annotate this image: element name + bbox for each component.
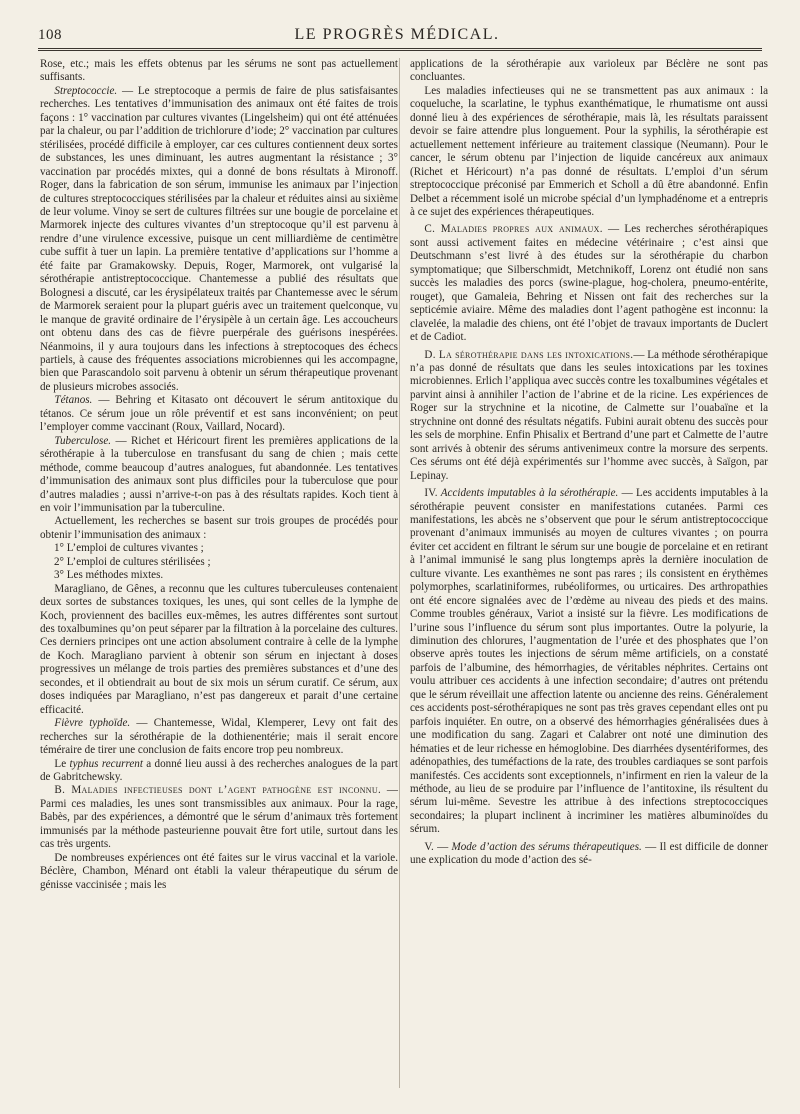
paragraph-text: applications de la sérothérapie aux varioleux par Béclère ne sont pas concluantes. xyxy=(410,58,768,84)
page-header xyxy=(38,22,762,51)
paragraph-text: — Le streptocoque a permis de faire de plus satisfaisantes recherches. Les tentatives d’immunisation des animaux ont été faites de trois façons : 1° vaccination par cultures vivantes (Lingelsheim) qui ont été atténuées par la chaleur, ou par l’addition de trichlorure d’iode; 2° vaccination par cultures stérilisées, procédé difficile à employer, car ces cultures contiennent deux sortes de substances, les unes diminuant, les autres augmentant la résistance ; 3° vaccination par procédés mixtes, qui a donné de bons résultats à Mironoff. Roger, dans la fabrication de son sérum, immunise les animaux par l’injection de cultures streptococciques stérilisées par la chaleur et réduites ainsi au sixième de leur volume. Vinoy se sert de cultures filtrées sur une bougie de porcelaine et Marmorek injecte des cultures vivantes d’un streptocoque qu’il est parvenu à rendre d’une virulence excessive, puisque un cent milliardième de centimètre cube suffit à tuer un lapin. La première tentative d’applications sur l’homme a été faite par Gramakowsky. Depuis, Roger, Marmorek, ont vulgarisé la sérothérapie antistreptococcique. Chantemesse a publié des résultats que Bolognesi a discuté, car les érysipélateux traités par Chantemesse avec le sérum de Marmorek seraient pour la plupart guéris avec un traitement quelconque, vu le manque de gravité ordinaire de l’érysipèle à un certain âge. Les accoucheurs ont obtenu dans des cas de fièvre puerpérale des guérisons inespérées. Néanmoins, il y aura toujours dans les infections à streptocoques des échecs partiels, à cause des fréquentes associations microbiennes qui les accompagne, bien que Parascandolo soit parvenu à obtenir un sérum thérapeutique provenant de plusieurs microbes associés. xyxy=(40,84,398,393)
italic-heading: typhus recurrent xyxy=(69,757,143,770)
left-column xyxy=(40,58,398,892)
paragraph xyxy=(40,852,398,892)
paragraph xyxy=(40,556,398,569)
paragraph-text: a donné lieu aussi à des recherches analogues de la part de Gabritchewsky. xyxy=(40,757,398,784)
paragraph xyxy=(40,569,398,582)
paragraph xyxy=(410,223,768,344)
italic-heading: Streptococcie. xyxy=(54,84,118,97)
paragraph xyxy=(40,542,398,555)
paragraph xyxy=(40,435,398,516)
paragraph-text: 2° L’emploi de cultures stérilisées ; xyxy=(54,555,211,568)
paragraph-text: De nombreuses expériences ont été faites sur le virus vaccinal et la variole. Béclère, Chambon, Ménard ont établi la valeur thérapeutique du sérum de génisse vaccinisée ; mais les xyxy=(40,851,398,891)
paragraph xyxy=(40,717,398,757)
paragraph-text: Les maladies infectieuses qui ne se transmettent pas aux animaux : la coqueluche, la scarlatine, le typhus exanthématique, le rhumatisme ont aussi donné lieu à des expériences de sérothérapie, mais là, les résultats paraissent devoir se faire attendre plus longuement. Pour la syphilis, la sérothérapie est actuellement nettement inférieure au traitement classique (Neumann). Pour le cancer, le sérum obtenu par l’injection de liquide cancéreux aux animaux (Richet et Héricourt) n’a pas donné de résultats. L’emploi d’un sérum streptococcique préconisé par Emmerich et Scholl a dû être abandonné. Enfin Delbet a récemment isolé un microbe spécial d’un lymphadénome et a entrepris à ce sujet des expériences thérapeutiques. xyxy=(410,84,768,218)
section-heading: C. Maladies propres aux animaux. xyxy=(424,223,603,236)
section-heading: D. La sérothérapie dans les intoxications. xyxy=(424,348,634,361)
paragraph xyxy=(40,784,398,851)
paragraph-text: — Chantemesse, Widal, Klemperer, Levy ont fait des recherches sur la sérothérapie de la dothienentérie; mais il serait encore téméraire de tirer une conclusion de faits encore trop peu nombreux. xyxy=(40,717,398,757)
paragraph xyxy=(40,85,398,394)
paragraph-text: — Parmi ces maladies, les unes sont transmissibles aux animaux. Pour la rage, Babès, par des expériences, a démontré que le sérum d’animaux très fortement immunisés par la méthode pasteurienne pouvait être fort utile, surtout dans les cas très urgents. xyxy=(40,784,398,851)
italic-heading: Fièvre typhoïde. xyxy=(54,717,131,730)
paragraph-text: — La méthode sérothérapique n’a pas donné de résultats que dans les seules intoxications par les toxines microbiennes. Erlich l’appliqua avec succès contre les toxalbumines végétales et parvint ainsi à annihiler l’action de l’abrine et de la ricine. Les expériences de Roger sur la strychnine et la nicotine, de Calmette sur l’ouabaïne et la strychnine ont donné des résultats négatifs. Fubini aurait obtenu des succès pour les sels de morphine. Enfin Phisalix et Bertrand d’une part et Calmette de l’autre sont arrivés à obtenir des sérums antivenimeux contre la morsure des serpents. Ces sérums ont été déjà expérimentés sur l’homme avec succès, à Saïgon, par Lepinay. xyxy=(410,348,768,482)
italic-heading: Tuberculose. xyxy=(54,434,112,447)
paragraph-text: — Il est difficile de donner une explication du mode d’action des sé- xyxy=(410,840,768,867)
paragraph-prefix: V. — xyxy=(424,840,452,853)
paragraph-text: Rose, etc.; mais les effets obtenus par les sérums ne sont pas actuellement suffisants. xyxy=(40,58,398,84)
italic-heading: Tétanos. xyxy=(54,394,93,407)
paragraph xyxy=(410,58,768,85)
italic-heading: Accidents imputables à la sérothérapie. xyxy=(440,487,619,500)
paragraph-text: — Les recherches sérothérapiques sont aussi activement faites en médecine vétérinaire ; c’est ainsi que Deutschmann s’est livré à des études sur la sérothérapie du charbon symptomatique; que Silberschmidt, Metchnikoff, Lorenz ont étudié non sans succès les maladies des porcs (swine-plague, hog-cholera, pneumo-entérite, rouget), que Gamaleia, Behring et Nissen ont fait des recherches sur la septicémie aviaire. Même des maladies dont l’agent pathogène est inconnu: la clavelée, la maladie des chiens, ont été l’objet de travaux importants de Duclert et de Cadiot. xyxy=(410,223,768,344)
paragraph xyxy=(40,515,398,542)
paragraph-prefix: Le xyxy=(54,757,70,770)
paragraph xyxy=(40,583,398,718)
italic-heading: Mode d’action des sérums thérapeutiques. xyxy=(451,840,642,853)
paragraph-text: 1° L’emploi de cultures vivantes ; xyxy=(54,542,204,555)
paragraph xyxy=(410,841,768,868)
paragraph xyxy=(410,85,768,220)
section-heading: B. Maladies infectieuses dont l’agent pathogène est inconnu. xyxy=(54,784,382,797)
paragraph-text: — Behring et Kitasato ont découvert le sérum antitoxique du tétanos. Ce sérum joue un rôle préventif et est sans inconvénient; on peut l’employer comme vaccinant (Roux, Vaillard, Nocard). xyxy=(40,394,398,434)
paragraph xyxy=(40,58,398,85)
paragraph xyxy=(40,758,398,785)
paragraph-text: — Richet et Héricourt firent les premières applications de la sérothérapie à la tuberculose en transfusant du sang de chien ; mais cette méthode, comme beaucoup d’autres analogues, fut abandonnée. Les tentatives d’immunisation des animaux sont plus difficiles pour la tuberculose que pour d’autres maladies ; aussi n’arrive-t-on pas à des résultats rapides. Koch tient à en voir l’immunisation par la tuberculine. xyxy=(40,434,398,514)
paragraph-text: Maragliano, de Gênes, a reconnu que les cultures tuberculeuses contenaient deux sortes de substances toxiques, les unes, qui sont celles de la lymphe de Koch, proviennent des bacilles eux-mêmes, les autres différentes sont surtout des toxalbumines qu’on peut séparer par la filtration à la porcelaine des cultures. Ces derniers principes ont une action absolument contraire à celle de la lymphe de Koch. Maragliano parvient à obtenir son sérum en injectant à doses progressives un mélange de trois parties des premières substances et d’une des secondes, et il obtiendrait au bout de six mois un sérum curatif. Ce sérum, aux doses indiquées par Maragliano, n’est pas dangereux et parait d’une certaine efficacité. xyxy=(40,582,398,716)
paragraph xyxy=(40,394,398,434)
running-title: LE PROGRÈS MÉDICAL. xyxy=(294,26,500,43)
right-column xyxy=(410,58,768,868)
page-number: 108 xyxy=(38,26,62,43)
paragraph xyxy=(410,349,768,484)
paragraph-text: — Les accidents imputables à la sérothérapie peuvent consister en manifestations cutanées. Parmi ces manifestations, les abcès ne s’observent que pour le sérum antistreptococcique provenant d’animaux immunisés au moyen de cultures vivantes ; on pourra éviter cet accident en filtrant le sérum sur une bougie de porcelaine et en retirant à l’animal immunisé le sang plus longtemps après la dernière inoculation de culture vivante. Les exanthèmes ne sont pas rares ; ils consistent en érythèmes polymorphes, scarlatiniformes, rubéoliformes, ou urticaires. Des arthropathies ont été encore signalées avec de l’œdème au niveau des pieds et des mains. Comme troubles généraux, Variot a insisté sur la fièvre. Les modifications de l’urine sous l’influence du sérum sont plus importantes. Outre la polyurie, la diminution des chlorures, l’augmentation de l’urée et des phosphates que l’on observe après toutes les injections de sérum même artificiels, on a constaté parfois de l’albumine, des hémorrhagies, de véritables néphrites. Certains ont voulu attribuer ces accidents à une infection secondaire; d’autres ont prétendu que le sérum réveillait une affection latente ou ancienne des reins. Généralement ces accidents post-sérothérapiques ne sont pas très graves cependant elles ont pu parfois inquiéter. En outre, on a observé des hémorrhagies généralisées dues à une modification du sang. Zagari et Calabrer ont noté une diminution des hématies et de leur richesse en hémoglobine. Des diarrhées dysentériformes, des adénopathies, des tuméfactions de la rate, des troubles cardiaques se sont parfois manifestés. Ces accidents sont exceptionnels, n’infirment en rien la valeur de la méthode, au lieu de se produire par l’influence de l’antitoxine, ils résultent du sérum lui-même. Sevestre les attribue à des infections streptococciques secondaires; la plupart inclinent à incriminer les matières albuminoïdes du sérum. xyxy=(410,487,768,836)
column-divider xyxy=(399,58,400,1088)
paragraph-text: Actuellement, les recherches se basent sur trois groupes de procédés pour obtenir l’immunisation des animaux : xyxy=(40,515,398,541)
paragraph-prefix: IV. xyxy=(424,487,441,500)
paragraph-text: 3° Les méthodes mixtes. xyxy=(54,569,164,582)
paragraph xyxy=(410,487,768,837)
